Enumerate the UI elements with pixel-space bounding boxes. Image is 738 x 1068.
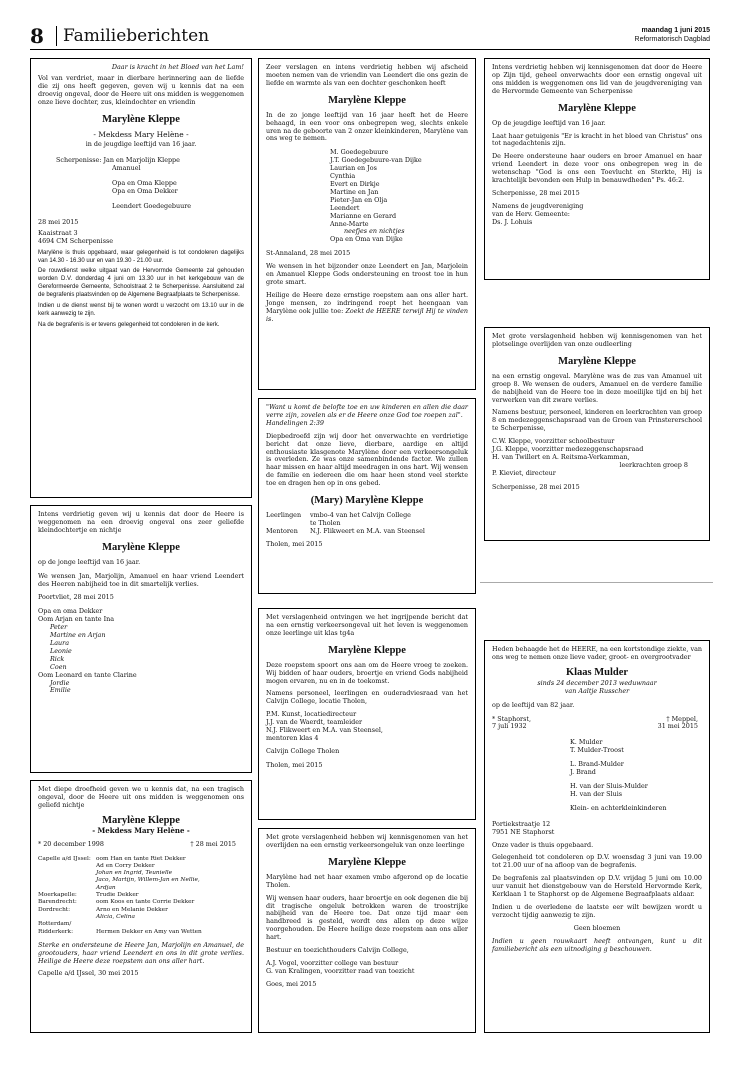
paragraph: Onze vader is thuis opgebaard. bbox=[492, 840, 594, 849]
family-list bbox=[570, 739, 702, 812]
deceased-name: Marylène Kleppe bbox=[328, 856, 406, 868]
address-line: Kaaistraat 3 bbox=[38, 228, 78, 237]
obituary-grandparents bbox=[30, 505, 252, 773]
age-text: op de jonge leeftijd van 16 jaar. bbox=[38, 557, 141, 566]
obituary-calvijn-board bbox=[258, 828, 476, 1033]
family-list bbox=[56, 157, 244, 211]
signer: J.J. van de Waerdt, teamleider bbox=[266, 718, 363, 727]
family-line: M. Goedegebuure bbox=[330, 148, 389, 157]
family-line: T. Mulder-Troost bbox=[570, 746, 624, 755]
family-line: Opa en Oma Dekker bbox=[112, 187, 178, 196]
family-line: neefjes en nichtjes bbox=[344, 227, 405, 236]
family-line: J. Brand bbox=[570, 768, 596, 777]
family-line: Cynthia bbox=[330, 172, 356, 181]
paragraph: Laat haar getuigenis "Er is kracht in het bloed van Christus" ons tot nagedachtenis zijn. bbox=[492, 131, 703, 148]
intro-text: Met grote verslagenheid hebben wij kennisgenomen van het plotselinge overlijden van onze oudleerling bbox=[492, 332, 702, 348]
family-line: Laurian en Jos bbox=[330, 164, 377, 173]
age-text: op de leeftijd van 82 jaar. bbox=[492, 700, 575, 709]
place-date: Capelle a/d IJssel, 30 mei 2015 bbox=[38, 968, 139, 977]
edition-info bbox=[635, 26, 710, 44]
page-number: 8 bbox=[30, 24, 44, 48]
life-dates bbox=[492, 716, 698, 732]
row-value: Trudie Dekker bbox=[96, 892, 139, 899]
family-line: Klein- en achterkleinkinderen bbox=[570, 803, 667, 812]
signers-table bbox=[266, 512, 468, 536]
paragraph bbox=[266, 292, 468, 324]
deceased-name: Marylène Kleppe bbox=[102, 541, 180, 553]
birth-date: 7 juli 1932 bbox=[492, 722, 527, 731]
row-label: Dordrecht: bbox=[38, 906, 71, 913]
obituary-goedegebuure bbox=[258, 58, 476, 390]
family-line: Martine en Jan bbox=[330, 187, 379, 196]
deceased-name: Marylène Kleppe bbox=[102, 113, 180, 125]
row-value: oom Koos en tante Corrie Dekker bbox=[96, 899, 195, 906]
row-label: Leerlingen bbox=[266, 511, 302, 520]
table-row bbox=[266, 512, 468, 520]
row-label bbox=[38, 863, 96, 870]
family-line: Opa en oma Dekker bbox=[38, 607, 103, 616]
table-row bbox=[38, 921, 244, 928]
obituary-jeugdvereniging bbox=[484, 58, 710, 280]
table-row bbox=[38, 929, 244, 936]
bible-quote: "Want u komt de belofte toe en uw kinderen en allen die daar verre zijn, zovelen als er de Heere onze God toe roepen zal". bbox=[266, 403, 468, 419]
paragraph: Bestuur en toezichthouders Calvijn College, bbox=[266, 946, 409, 955]
deceased-name: Marylène Kleppe bbox=[558, 102, 636, 114]
child-name: Rick bbox=[50, 654, 65, 663]
signer: A.J. Vogel, voorzitter college van bestuur bbox=[266, 958, 399, 967]
edition-date: maandag 1 juni 2015 bbox=[641, 27, 710, 34]
obituary-groen-school bbox=[484, 327, 710, 541]
death-date: † 28 mei 2015 bbox=[190, 839, 236, 848]
place-date: Goes, mei 2015 bbox=[266, 979, 317, 988]
row-value: Alicia, Celina bbox=[96, 913, 135, 920]
signer: J.G. Kleppe, voorzitter medezeggenschapsraad bbox=[492, 445, 644, 454]
intro-text: Met grote verslagenheid hebben wij kennisgenomen van het overlijden na een ernstig verkeersongeluk van onze leerlinge bbox=[266, 833, 468, 849]
paragraph: Diepbedroefd zijn wij door het onverwachte en verdrietige bericht dat onze lieve, dierbare, aardige en altijd enthousiaste klasgenote Marylène door een verkeersongeluk is overleden. Ze was onze samenbindende factor. We zullen haar missen en haar altijd meedragen in ons hart. Wij wensen de familie en iedereen die om haar heen stond veel sterkte toe en dragen hen op in ons gebed. bbox=[266, 431, 468, 488]
closing-note: Indien u geen rouwkaart heeft ontvangen, kunt u dit familiebericht als een uitnodiging g beschouwen. bbox=[492, 936, 702, 953]
row-label: Rotterdam/ bbox=[38, 921, 72, 928]
address-line: Portiekstraatje 12 bbox=[492, 819, 551, 828]
intro-text: Met diepe droefheid geven we u kennis dat, na een tragisch ongeval, door de Heere uit ons midden is weggenomen ons geliefd nichtje bbox=[38, 785, 244, 809]
flowers-note: Geen bloemen bbox=[573, 923, 621, 932]
row-value: oom Han en tante Riet Dekker bbox=[96, 855, 186, 862]
family-line: H. van der Sluis bbox=[570, 789, 623, 798]
family-line: J.T. Goedegebuure-van Dijke bbox=[330, 156, 422, 165]
age-text: in de jeugdige leeftijd van 16 jaar. bbox=[85, 140, 197, 149]
family-line: Anne-Marte bbox=[330, 219, 369, 228]
closing-text: Sterke en ondersteune de Heere Jan, Marjolijn en Amanuel, de grootouders, haar vriend Leendert en ons in dit grote verlies. Heilige de Heere deze roepstem aan ons aller hart. bbox=[38, 940, 244, 965]
obituary-classmates bbox=[258, 398, 476, 594]
family-list bbox=[330, 149, 468, 244]
paragraph-text: Heilige de Heere deze ernstige roepstem aan ons aller hart. Jonge mensen, zo indringend roept het heengaan van Marylène ook jullie toe: bbox=[266, 290, 468, 315]
signer: H. van Twillert en A. Reitsma-Verkamman, bbox=[492, 452, 630, 461]
row-label bbox=[38, 914, 96, 921]
row-label bbox=[38, 870, 96, 877]
death-info bbox=[658, 716, 698, 732]
row-value: Ad en Corry Dekker bbox=[96, 862, 155, 869]
paragraph: Namens personeel, leerlingen en ouderadviesraad van het Calvijn College, locatie Tholen, bbox=[266, 689, 468, 706]
family-line: Amanuel bbox=[112, 164, 141, 173]
table-row bbox=[38, 863, 244, 870]
family-line: K. Mulder bbox=[570, 738, 603, 747]
row-value: Ardjan bbox=[96, 884, 116, 891]
row-label: Ridderkerk: bbox=[38, 928, 74, 935]
header-rule bbox=[30, 49, 710, 50]
children-list bbox=[50, 624, 244, 671]
signers bbox=[266, 711, 468, 743]
widower-text bbox=[492, 680, 702, 696]
table-row bbox=[38, 885, 244, 892]
place-date: Tholen, mei 2015 bbox=[266, 760, 323, 769]
paragraph: Wij wensen haar ouders, haar broertje en ook degenen die bij dit tragische ongeluk betrokken waren de troostrijke nabijheid van de Heere toe. Dat onze tijd maar een handbreed is gesteld, wordt ons allen op deze wijze voorgehouden. De Heere heilige deze roepstem aan ons aller hart. bbox=[266, 893, 468, 942]
family-line: Evert en Dirkje bbox=[330, 179, 380, 188]
table-row bbox=[38, 914, 244, 921]
paragraph: De begrafenis zal plaatsvinden op D.V. vrijdag 5 juni om 10.00 uur vanuit het dienstgebouw van de Hersteld Hervormde Kerk, Kerklaan 1 te Staphorst op de Algemene Begraafplaats aldaar. bbox=[492, 874, 702, 899]
family-table bbox=[38, 856, 244, 936]
row-value: Johan en Ingrid, Teunielle bbox=[96, 870, 173, 877]
signer: C.W. Kleppe, voorzitter schoolbestuur bbox=[492, 437, 615, 446]
child-name: Laura bbox=[50, 638, 70, 647]
paragraph: De Heere ondersteune haar ouders en broer Amanuel en haar vriend Leendert in deze voor ons onbegrepen weg in de wetenschap "God is ons een Toevlucht en Sterkte, Hij is krachtelijk bevonden een Hulp in benauwdheden" Ps. 46:2. bbox=[492, 152, 702, 185]
age-text: Op de jeugdige leeftijd van 16 jaar. bbox=[492, 118, 606, 127]
widower-line: sinds 24 december 2013 weduwnaar bbox=[537, 678, 657, 687]
signature-line: Namens de jeugdvereniging bbox=[492, 201, 584, 210]
paragraph: Marylène had net haar examen vmbo afgerond op de locatie Tholen. bbox=[266, 872, 468, 889]
obituary-capelle-family bbox=[30, 780, 252, 1033]
row-label bbox=[38, 885, 96, 892]
page-header bbox=[30, 24, 710, 48]
row-value: N.J. Flikweert en M.A. van Steensel bbox=[310, 526, 425, 535]
signature-line: van de Herv. Gemeente: bbox=[492, 209, 570, 218]
family-line: Opa en Oma Kleppe bbox=[112, 179, 177, 188]
intro-text: Intens verdrietig hebben wij kennisgenomen dat door de Heere op Zijn tijd, geheel onverwachts door een ernstig ongeval uit ons midden is weggenomen ons lid van de jeugdvereniging van de Hervormde Gemeente van Scherpenisse bbox=[492, 63, 702, 95]
child-name: Coen bbox=[50, 662, 67, 671]
bible-reference: Handelingen 2:39 bbox=[266, 418, 324, 427]
row-value: Hermen Dekker en Amy van Wetten bbox=[96, 928, 202, 935]
date-text: 28 mei 2015 bbox=[38, 217, 79, 226]
deceased-name: Klaas Mulder bbox=[565, 666, 629, 678]
table-row bbox=[266, 528, 468, 536]
signature bbox=[492, 203, 702, 227]
family-line: Opa en Oma van Dijke bbox=[330, 235, 403, 244]
paragraph: Gelegenheid tot condoleren op D.V. woensdag 3 juni van 19.00 tot 21.00 uur of na afloop van de begrafenis. bbox=[492, 853, 702, 870]
birth-place: * Staphorst, bbox=[492, 714, 531, 723]
table-row bbox=[38, 856, 244, 863]
paragraph: Marylène is thuis opgebaard, waar gelegenheid is tot condoleren dagelijks van 14.30 - 16.30 uur en van 19.30 - 21.00 uur. bbox=[38, 249, 244, 264]
row-value: te Tholen bbox=[310, 518, 341, 527]
table-row bbox=[38, 892, 244, 899]
signer: P. Kieviet, directeur bbox=[492, 468, 556, 477]
row-label: Mentoren bbox=[266, 526, 298, 535]
paragraph: Namens bestuur, personeel, kinderen en leerkrachten van groep 8 en medezeggenschapsraad van de Groen van Prinstererschool te Scherpenisse, bbox=[492, 408, 702, 433]
signature-line: Ds. J. Lohuis bbox=[492, 217, 533, 226]
death-date: 31 mei 2015 bbox=[657, 722, 698, 731]
place-date: Poortvliet, 28 mei 2015 bbox=[38, 593, 114, 602]
widower-line: van Aaltje Russcher bbox=[564, 686, 630, 695]
row-label: Barendrecht: bbox=[38, 899, 77, 906]
row-value: vmbo-4 van het Calvijn College bbox=[310, 511, 411, 520]
birth-info bbox=[492, 716, 531, 732]
section-title: Familieberichten bbox=[56, 26, 209, 46]
address-line: 4694 CM Scherpenisse bbox=[38, 236, 114, 245]
wish-text: We wensen Jan, Marjolijn, Amanuel en haar vriend Leendert des Heeren nabijheid toe in dit smartelijk verlies. bbox=[38, 571, 244, 588]
signers bbox=[266, 960, 468, 976]
child-name: Martine en Arjan bbox=[50, 631, 106, 640]
deceased-name: Marylène Kleppe bbox=[558, 355, 636, 367]
place-date: Scherpenisse, 28 mei 2015 bbox=[492, 188, 580, 197]
children-list bbox=[50, 680, 244, 696]
obituary-klaas-mulder bbox=[484, 640, 710, 1033]
address bbox=[492, 821, 702, 837]
row-value: Jaco, Martijn, Willem-Jan en Nellie, bbox=[96, 877, 200, 884]
paragraph-quote: Zoekt de HEERE terwijl Hij te vinden is. bbox=[266, 306, 468, 323]
signer: mentoren klas 4 bbox=[266, 733, 319, 742]
column-divider bbox=[480, 582, 713, 583]
child-name: Peter bbox=[50, 623, 68, 632]
row-label: Moerkapelle: bbox=[38, 892, 77, 899]
intro-text: Met verslagenheid ontvingen we het ingrijpende bericht dat na een ernstig verkeersongeval uit het leven is weggenomen onze leerlinge uit klas tg4a bbox=[266, 613, 468, 637]
family-line: Leendert Goedegebuure bbox=[112, 201, 192, 210]
family-list bbox=[38, 608, 244, 695]
child-name: Leonie bbox=[50, 646, 72, 655]
child-name: Emilie bbox=[50, 686, 71, 695]
signer-role: leerkrachten groep 8 bbox=[619, 460, 688, 469]
signer: N.J. Flikweert en M.A. van Steensel, bbox=[266, 726, 383, 735]
paragraph: Deze roepstem spoort ons aan om de Heere vroeg te zoeken. Wij bidden of haar ouders, broertje en vriend Gods nabijheid mogen ervaren, nu en in de toekomst. bbox=[266, 660, 468, 685]
family-line: L. Brand-Mulder bbox=[570, 760, 624, 769]
family-line: Leendert bbox=[330, 203, 360, 212]
deceased-subname: - Mekdess Mary Helène - bbox=[93, 129, 189, 139]
signer: G. van Kralingen, voorzitter raad van toezicht bbox=[266, 966, 415, 975]
place-date: Tholen, mei 2015 bbox=[266, 539, 323, 548]
deceased-name: Marylène Kleppe bbox=[328, 644, 406, 656]
deceased-subname: - Mekdess Mary Helène - bbox=[92, 825, 190, 835]
place-date: Scherpenisse, 28 mei 2015 bbox=[492, 482, 580, 491]
child-name: Jordie bbox=[50, 678, 70, 687]
intro-text: Zeer verslagen en intens verdrietig hebben wij afscheid moeten nemen van de vriendin van Leendert die ons gezin de liefde en warmte als van een dochter geschonken heeft bbox=[266, 63, 468, 87]
deceased-name: Marylène Kleppe bbox=[328, 94, 406, 106]
quote: Daar is kracht in het Bloed van het Lam! bbox=[111, 63, 244, 71]
family-line: Oom Arjan en tante Ina bbox=[38, 615, 115, 624]
deceased-name: Marylène Kleppe bbox=[102, 814, 180, 826]
family-line: H. van der Sluis-Mulder bbox=[570, 781, 648, 790]
address bbox=[38, 230, 244, 246]
row-label: Capelle a/d IJssel: bbox=[38, 855, 91, 862]
signers bbox=[492, 438, 702, 478]
table-row bbox=[38, 877, 244, 884]
family-line: Scherpenisse: Jan en Marjolijn Kleppe bbox=[56, 156, 180, 165]
obituary-calvijn-tholen bbox=[258, 608, 476, 820]
row-label bbox=[38, 877, 96, 884]
organization: Calvijn College Tholen bbox=[266, 746, 340, 755]
table-row bbox=[38, 907, 244, 914]
paragraph: De rouwdienst welke uitgaat van de Hervormde Gemeente zal gehouden worden D.V. donderdag 4 juni om 13.30 uur in het kerkgebouw van de Gereformeerde Gemeente, Schoolstraat 2 te Scherpenisse. Aansluitend zal de begrafenis plaatsvinden op de Algemene Begraafplaats te Scherpenisse. bbox=[38, 268, 244, 299]
death-place: † Meppel, bbox=[666, 714, 698, 723]
obituary-kleppe-family bbox=[30, 58, 252, 498]
paragraph: na een ernstig ongeval. Marylène was de zus van Amanuel uit groep 8. We wensen de ouders, Amanuel en de verdere familie de nabijheid van de Heere toe in deze moeilijke tijd en bij het verwerken van dit zware verlies. bbox=[492, 371, 702, 404]
row-value: Arno en Melanie Dekker bbox=[96, 906, 168, 913]
table-row bbox=[38, 870, 244, 877]
intro-text: Intens verdrietig geven wij u kennis dat door de Heere is weggenomen na een droevig ongeval ons zeer geliefde kleindochtertje en nichtje bbox=[38, 510, 244, 534]
paragraph: Indien u de overledene de laatste eer wilt bewijzen wordt u verzocht tijdig aanwezig te zijn. bbox=[492, 902, 702, 919]
signer: P.M. Kunst, locatiedirecteur bbox=[266, 710, 357, 719]
address-line: 7951 NE Staphorst bbox=[492, 827, 555, 836]
paragraph: In de zo jonge leeftijd van 16 jaar heeft het de Heere behaagd, in een voor ons onbegrepen weg, slechts enkele uren na de geboorte van 2 onzer kleinkinderen, Marylène van ons weg te nemen. bbox=[266, 110, 468, 143]
place-date: St-Annaland, 28 mei 2015 bbox=[266, 249, 351, 258]
family-line: Oom Leonard en tante Clarine bbox=[38, 670, 137, 679]
birth-date: * 20 december 1998 bbox=[38, 839, 104, 848]
deceased-name: (Mary) Marylène Kleppe bbox=[310, 495, 424, 507]
table-row bbox=[38, 899, 244, 906]
paragraph: Indien u de dienst wenst bij te wonen wordt u verzocht om 13.10 uur in de kerk aanwezig te zijn. bbox=[38, 303, 244, 317]
paragraph: Na de begrafenis is er tevens gelegenheid tot condoleren in de kerk. bbox=[38, 321, 220, 328]
paragraph: We wensen in het bijzonder onze Leendert en Jan, Marjolein en Amanuel Kleppe Gods ondersteuning en troost toe in hun grote smart. bbox=[266, 262, 468, 286]
intro-text: Heden behaagde het de HEERE, na een kortstondige ziekte, van ons weg te nemen onze lieve vader, groot- en overgrootvader bbox=[492, 645, 702, 661]
family-line: Pieter-Jan en Olja bbox=[330, 195, 388, 204]
life-dates bbox=[38, 841, 236, 849]
family-line: Marianne en Gerard bbox=[330, 211, 397, 220]
intro-text: Vol van verdriet, maar in dierbare herinnering aan de liefde die zij ons heeft gegeven, geven wij u kennis dat na een droevig ongeval, door de Heere uit ons midden is weggenomen onze lieve dochter, zus, kleindochter en vriendin bbox=[38, 73, 244, 106]
publication-name: Reformatorisch Dagblad bbox=[634, 36, 710, 43]
